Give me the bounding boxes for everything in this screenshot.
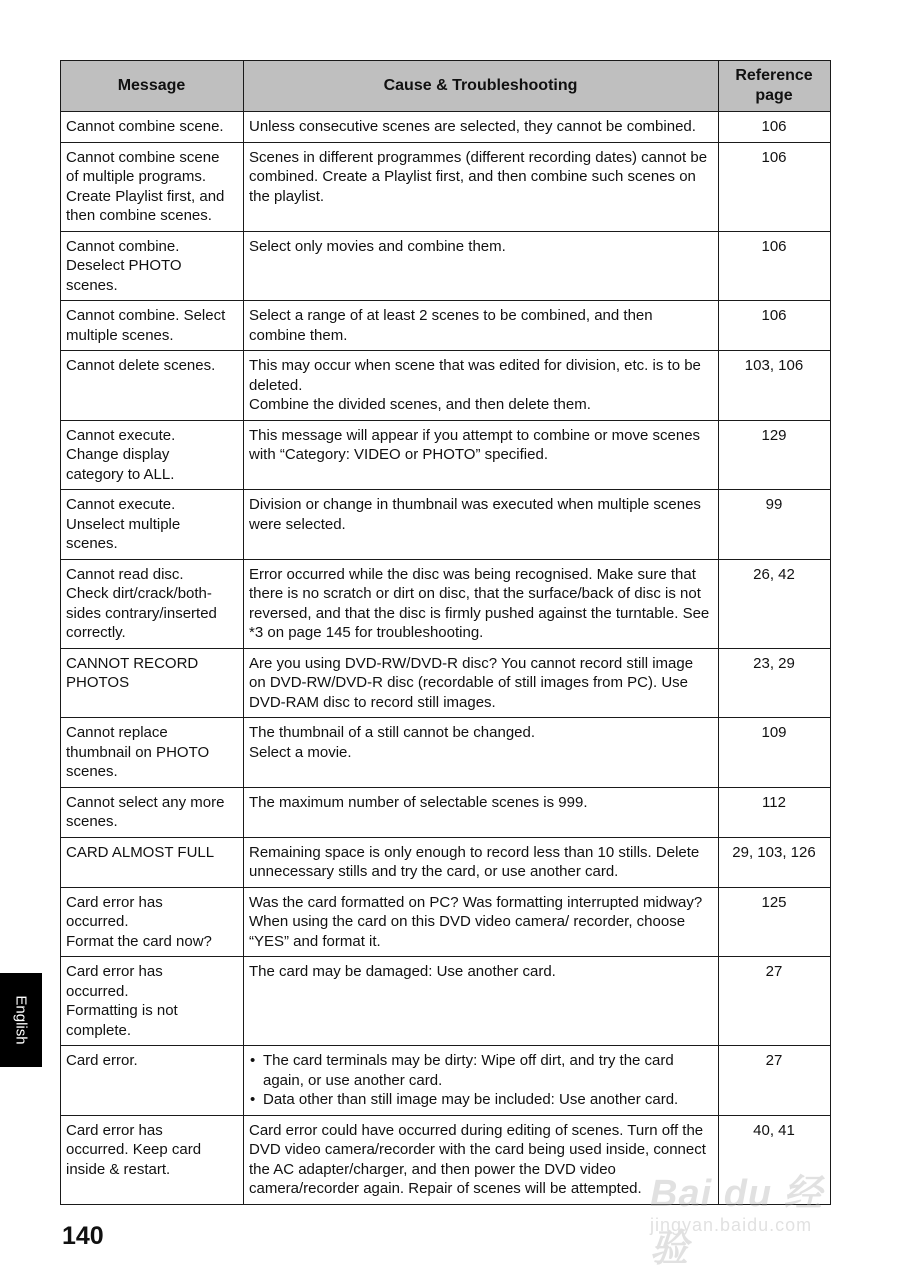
message-cell: Card error has occurred. Keep card inside & restart. xyxy=(61,1115,244,1204)
reference-page-cell: 106 xyxy=(719,231,831,301)
message-cell: Cannot read disc. Check dirt/crack/both- sides contrary/inserted correctly. xyxy=(61,559,244,648)
table-row xyxy=(61,112,831,143)
table-row xyxy=(61,1046,831,1116)
reference-page-cell: 27 xyxy=(719,1046,831,1116)
table-header-row xyxy=(61,61,831,112)
cause-cell: This message will appear if you attempt to combine or move scenes with “Category: VIDEO or PHOTO” specified. xyxy=(244,420,719,490)
table-row xyxy=(61,718,831,788)
cause-cell: Select a range of at least 2 scenes to be combined, and then combine them. xyxy=(244,301,719,351)
table-row xyxy=(61,420,831,490)
message-cell: Cannot delete scenes. xyxy=(61,351,244,421)
header-message: Message xyxy=(61,61,244,112)
reference-page-cell: 26, 42 xyxy=(719,559,831,648)
cause-cell: Was the card formatted on PC? Was formatting interrupted midway? When using the card on this DVD video camera/ recorder, choose “YES” and format it. xyxy=(244,887,719,957)
message-cell: Cannot combine scene of multiple programs. Create Playlist first, and then combine scenes. xyxy=(61,142,244,231)
language-label: English xyxy=(12,995,30,1045)
cause-cell: Division or change in thumbnail was executed when multiple scenes were selected. xyxy=(244,490,719,560)
table-body xyxy=(61,112,831,1205)
table-row xyxy=(61,887,831,957)
cause-cell: This may occur when scene that was edited for division, etc. is to be deleted. Combine the divided scenes, and then delete them. xyxy=(244,351,719,421)
table-row xyxy=(61,787,831,837)
cause-bullet-item: • Data other than still image may be included: Use another card. xyxy=(263,1090,712,1110)
watermark-brand: Bai du 经验 xyxy=(650,1173,823,1270)
language-side-tab xyxy=(0,973,42,1067)
reference-page-cell: 125 xyxy=(719,887,831,957)
message-cell: Card error. xyxy=(61,1046,244,1116)
cause-cell: Card error could have occurred during editing of scenes. Turn off the DVD video camera/recorder with the card being used inside, connect the AC adapter/charger, and then power the DVD video camera/recorder again. Repair of scenes will be attempted. xyxy=(244,1115,719,1204)
cause-cell: Unless consecutive scenes are selected, they cannot be combined. xyxy=(244,112,719,143)
message-cell: Cannot combine scene. xyxy=(61,112,244,143)
message-cell: Cannot combine. Select multiple scenes. xyxy=(61,301,244,351)
reference-page-cell: 29, 103, 126 xyxy=(719,837,831,887)
reference-page-cell: 106 xyxy=(719,142,831,231)
table-row xyxy=(61,142,831,231)
watermark-url: jingyan.baidu.com xyxy=(650,1215,813,1235)
cause-cell: Remaining space is only enough to record less than 10 stills. Delete unnecessary stills and try the card, or use another card. xyxy=(244,837,719,887)
table-row xyxy=(61,231,831,301)
table-row xyxy=(61,1115,831,1204)
message-cell: CARD ALMOST FULL xyxy=(61,837,244,887)
reference-page-cell: 106 xyxy=(719,112,831,143)
cause-cell: Are you using DVD-RW/DVD-R disc? You cannot record still image on DVD-RW/DVD-R disc (recordable of still images from PC). Use DVD-RAM disc to record still images. xyxy=(244,648,719,718)
message-cell: Cannot combine. Deselect PHOTO scenes. xyxy=(61,231,244,301)
reference-page-cell: 40, 41 xyxy=(719,1115,831,1204)
reference-page-cell: 129 xyxy=(719,420,831,490)
message-cell: Cannot execute. Change display category to ALL. xyxy=(61,420,244,490)
reference-page-cell: 103, 106 xyxy=(719,351,831,421)
header-reference-page: Reference page xyxy=(719,61,831,112)
page-number: 140 xyxy=(62,1222,104,1250)
cause-cell: The thumbnail of a still cannot be changed. Select a movie. xyxy=(244,718,719,788)
cause-cell: The maximum number of selectable scenes is 999. xyxy=(244,787,719,837)
message-cell: Card error has occurred. Format the card now? xyxy=(61,887,244,957)
cause-cell: The card may be damaged: Use another card. xyxy=(244,957,719,1046)
header-cause: Cause & Troubleshooting xyxy=(244,61,719,112)
reference-page-cell: 112 xyxy=(719,787,831,837)
reference-page-cell: 27 xyxy=(719,957,831,1046)
table-row xyxy=(61,301,831,351)
table-row xyxy=(61,837,831,887)
table-row xyxy=(61,957,831,1046)
reference-page-cell: 99 xyxy=(719,490,831,560)
table-row xyxy=(61,490,831,560)
table-row xyxy=(61,648,831,718)
message-cell: Cannot select any more scenes. xyxy=(61,787,244,837)
reference-page-cell: 106 xyxy=(719,301,831,351)
cause-bullet-item: • The card terminals may be dirty: Wipe off dirt, and try the card again, or use another card. xyxy=(263,1051,712,1090)
cause-cell: Error occurred while the disc was being recognised. Make sure that there is no scratch or dirt on disc, that the surface/back of disc is not reversed, and that the disc is firmly pushed against the turntable. See *3 on page 145 for troubleshooting. xyxy=(244,559,719,648)
cause-bullet-list xyxy=(249,1051,712,1110)
message-cell: Card error has occurred. Formatting is not complete. xyxy=(61,957,244,1046)
table-row xyxy=(61,351,831,421)
reference-page-cell: 23, 29 xyxy=(719,648,831,718)
cause-cell xyxy=(244,1046,719,1116)
message-cell: Cannot replace thumbnail on PHOTO scenes. xyxy=(61,718,244,788)
message-cell: CANNOT RECORD PHOTOS xyxy=(61,648,244,718)
table-row xyxy=(61,559,831,648)
troubleshooting-table xyxy=(60,60,831,1205)
reference-page-cell: 109 xyxy=(719,718,831,788)
message-cell: Cannot execute. Unselect multiple scenes. xyxy=(61,490,244,560)
cause-cell: Scenes in different programmes (different recording dates) cannot be combined. Create a Playlist first, and then combine such scenes on the playlist. xyxy=(244,142,719,231)
cause-cell: Select only movies and combine them. xyxy=(244,231,719,301)
